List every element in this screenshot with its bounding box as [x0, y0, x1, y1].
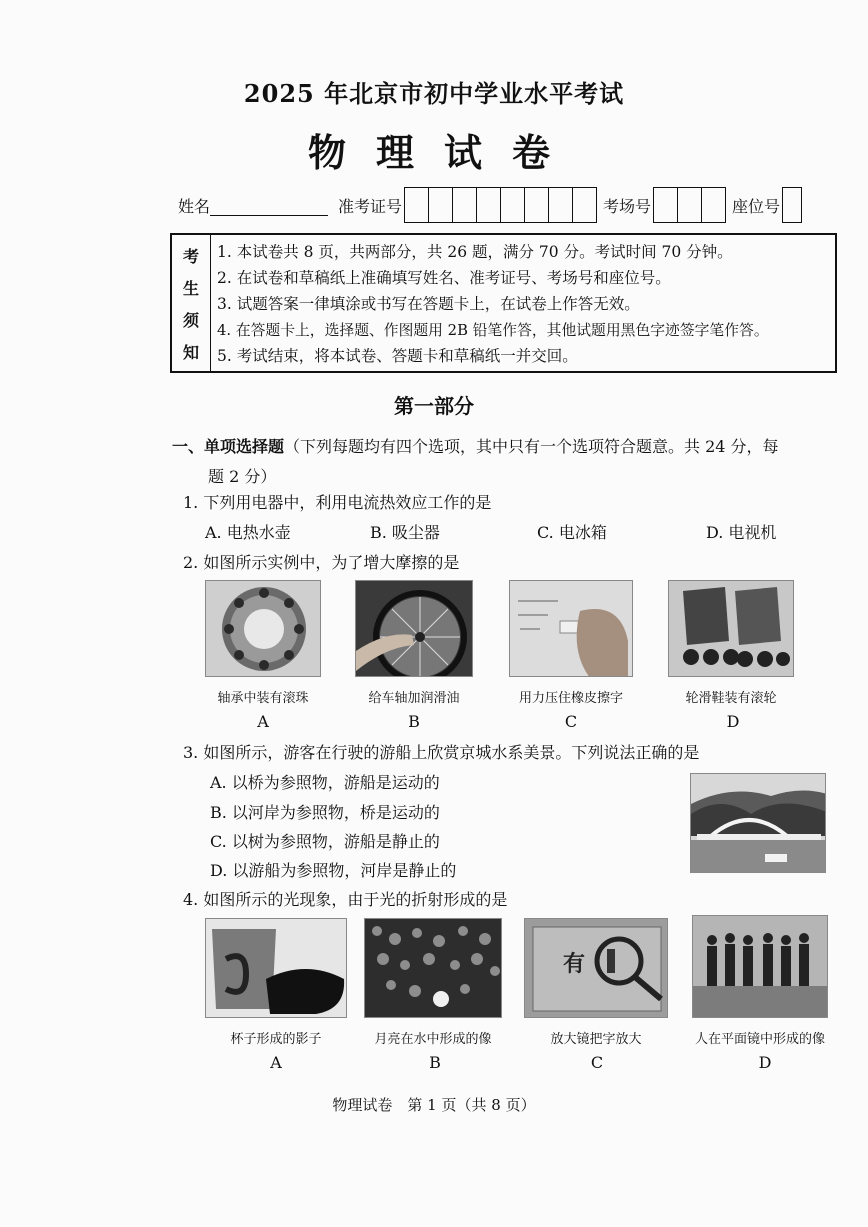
q4-letter-c: C: [590, 1053, 604, 1072]
notice-side-label: 考 生 须 知: [172, 235, 211, 371]
notice-item: 1. 本试卷共 8 页，共两部分，共 26 题，满分 70 分。考试时间 70 分钟。: [217, 243, 733, 262]
section-desc-cont: 题 2 分）: [208, 467, 277, 486]
room-label: 考场号: [603, 196, 652, 216]
q4-caption-b: 月亮在水中形成的像: [374, 1032, 492, 1047]
q2-letter-a: A: [257, 712, 269, 731]
q4-stem: 4. 如图所示的光现象，由于光的折射形成的是: [183, 890, 508, 909]
q1-option-d: D. 电视机: [706, 523, 777, 542]
q3-option-b: B. 以河岸为参照物，桥是运动的: [210, 803, 440, 822]
candidate-info-row: [178, 188, 808, 222]
q1-stem: 1. 下列用电器中，利用电流热效应工作的是: [183, 493, 492, 512]
q2-caption-c: 用力压住橡皮擦字: [518, 691, 623, 706]
q2-caption-d: 轮滑鞋装有滚轮: [685, 691, 777, 706]
part-title: 第一部分: [394, 394, 474, 418]
river-bridge-image: [690, 773, 826, 873]
page-footer: 物理试卷 第 1 页（共 8 页）: [332, 1096, 536, 1114]
notice-item: 4. 在答题卡上，选择题、作图题用 2B 铅笔作答，其他试题用黑色字迹签字笔作答。: [217, 321, 769, 339]
roller-skate-image: [668, 580, 794, 677]
q3-stem: 3. 如图所示，游客在行驶的游船上欣赏京城水系美景。下列说法正确的是: [183, 743, 700, 762]
q1-option-c: C. 电冰箱: [537, 523, 607, 542]
subject-title: 物理试卷: [307, 130, 580, 175]
q2-letter-c: C: [564, 712, 578, 731]
magnifier-image: [524, 918, 668, 1018]
exam-id-label: 准考证号: [338, 196, 403, 216]
bearing-image: [205, 580, 321, 677]
mirror-dancers-image: [692, 915, 828, 1018]
moon-reflection-image: [364, 918, 502, 1018]
notice-item: 5. 考试结束，将本试卷、答题卡和草稿纸一并交回。: [217, 346, 578, 365]
q4-caption-c: 放大镜把字放大: [550, 1032, 642, 1047]
q4-caption-d: 人在平面镜中形成的像: [694, 1032, 825, 1047]
seat-boxes[interactable]: [782, 187, 802, 223]
q1-option-a: A. 电热水壶: [205, 523, 291, 542]
q4-caption-a: 杯子形成的影子: [230, 1032, 322, 1047]
eraser-image: [509, 580, 633, 677]
q4-letter-b: B: [429, 1053, 441, 1072]
q1-option-b: B. 吸尘器: [370, 523, 440, 542]
section-heading: [172, 432, 852, 492]
q2-caption-a: 轴承中装有滚珠: [217, 691, 309, 706]
candidate-notice: [170, 233, 837, 373]
q2-letter-b: B: [408, 712, 420, 731]
cup-shadow-image: [205, 918, 347, 1018]
q3-option-a: A. 以桥为参照物，游船是运动的: [210, 773, 440, 792]
room-boxes[interactable]: [653, 187, 726, 223]
q2-stem: 2. 如图所示实例中，为了增大摩擦的是: [183, 553, 460, 572]
name-label: 姓名: [178, 196, 211, 216]
notice-item: 3. 试题答案一律填涂或书写在答题卡上，在试卷上作答无效。: [217, 295, 640, 314]
notice-items: [211, 235, 835, 371]
bike-wheel-image: [355, 580, 473, 677]
seat-label: 座位号: [732, 196, 781, 216]
notice-item: 2. 在试卷和草稿纸上准确填写姓名、准考证号、考场号和座位号。: [217, 269, 671, 288]
q4-letter-d: D: [758, 1053, 772, 1072]
q4-letter-a: A: [270, 1053, 282, 1072]
q3-option-c: C. 以树为参照物，游船是静止的: [210, 832, 440, 851]
exam-id-boxes[interactable]: [404, 187, 597, 223]
q2-caption-b: 给车轴加润滑油: [368, 691, 460, 706]
name-field[interactable]: [210, 195, 328, 216]
magnifier-text: 有: [563, 952, 586, 977]
q2-letter-d: D: [726, 712, 740, 731]
section-desc: （下列每题均有四个选项，其中只有一个选项符合题意。共 24 分，每: [284, 437, 779, 456]
section-title: 一、单项选择题: [172, 437, 285, 456]
q3-option-d: D. 以游船为参照物，河岸是静止的: [210, 861, 457, 880]
exam-title: 2025 年北京市初中学业水平考试: [243, 79, 625, 108]
